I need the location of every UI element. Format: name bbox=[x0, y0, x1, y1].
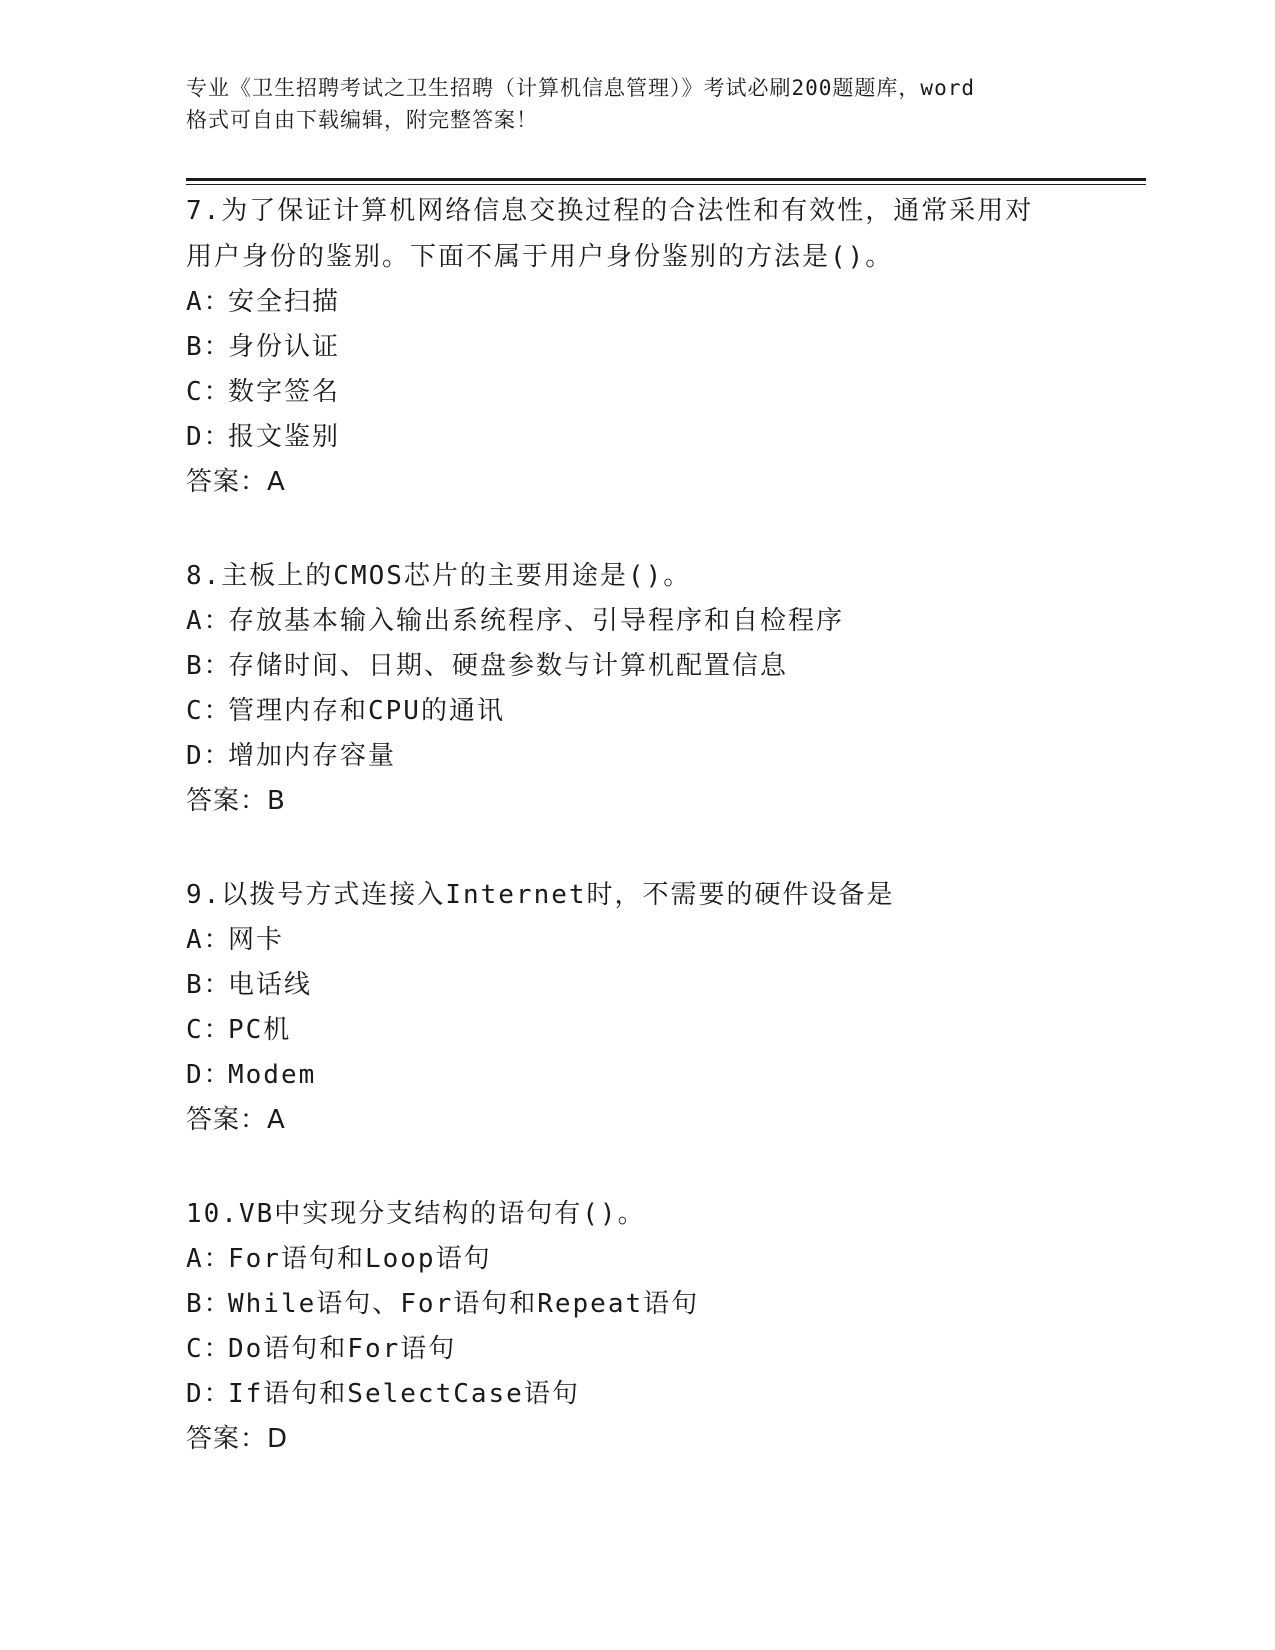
option-a bbox=[186, 599, 1126, 644]
option-key: A： bbox=[186, 1244, 232, 1274]
option-text: 安全扫描 bbox=[228, 287, 341, 317]
option-text: 管理内存和CPU的通讯 bbox=[228, 696, 505, 726]
header-line-2: 格式可自由下载编辑，附完整答案！ bbox=[186, 108, 538, 132]
option-b bbox=[186, 325, 1126, 370]
option-key: D： bbox=[186, 741, 232, 771]
question-list bbox=[186, 188, 1126, 1510]
option-key: B： bbox=[186, 651, 232, 681]
option-d bbox=[186, 1053, 1126, 1098]
option-key: D： bbox=[186, 422, 232, 452]
option-text: 存储时间、日期、硬盘参数与计算机配置信息 bbox=[228, 651, 789, 681]
question-10 bbox=[186, 1191, 1126, 1462]
option-text: Modem bbox=[228, 1060, 317, 1090]
option-text: 报文鉴别 bbox=[228, 422, 341, 452]
question-stem-line: 8.主板上的CMOS芯片的主要用途是()。 bbox=[186, 561, 692, 591]
question-stem-line: 用户身份的鉴别。下面不属于用户身份鉴别的方法是()。 bbox=[186, 242, 894, 272]
question-stem-line: 10.VB中实现分支结构的语句有()。 bbox=[186, 1199, 646, 1229]
option-text: 存放基本输入输出系统程序、引导程序和自检程序 bbox=[228, 606, 845, 636]
option-a bbox=[186, 918, 1126, 963]
option-key: D： bbox=[186, 1060, 232, 1090]
option-c bbox=[186, 1327, 1126, 1372]
option-key: C： bbox=[186, 377, 232, 407]
option-c bbox=[186, 370, 1126, 415]
option-key: B： bbox=[186, 970, 232, 1000]
option-c bbox=[186, 689, 1126, 734]
option-text: 网卡 bbox=[228, 925, 285, 955]
option-key: C： bbox=[186, 1334, 232, 1364]
answer-line: 答案：A bbox=[186, 1105, 286, 1135]
answer-line: 答案：D bbox=[186, 1424, 289, 1454]
option-c bbox=[186, 1008, 1126, 1053]
option-text: 增加内存容量 bbox=[228, 741, 397, 771]
option-key: A： bbox=[186, 287, 232, 317]
header-line-1: 专业《卫生招聘考试之卫生招聘（计算机信息管理）》考试必刷200题题库，word bbox=[186, 76, 975, 100]
option-text: While语句、For语句和Repeat语句 bbox=[228, 1289, 700, 1319]
answer-line: 答案：A bbox=[186, 467, 286, 497]
option-text: 电话线 bbox=[228, 970, 313, 1000]
option-key: A： bbox=[186, 606, 232, 636]
option-d bbox=[186, 415, 1126, 460]
question-stem-line: 9.以拨号方式连接入Internet时，不需要的硬件设备是 bbox=[186, 880, 895, 910]
option-key: D： bbox=[186, 1379, 232, 1409]
header-divider-thick bbox=[186, 178, 1146, 181]
option-b bbox=[186, 644, 1126, 689]
option-b bbox=[186, 1282, 1126, 1327]
option-text: 数字签名 bbox=[228, 377, 341, 407]
option-text: Do语句和For语句 bbox=[228, 1334, 457, 1364]
question-stem bbox=[186, 1191, 1126, 1237]
option-key: B： bbox=[186, 1289, 232, 1319]
option-key: C： bbox=[186, 696, 232, 726]
option-key: C： bbox=[186, 1015, 232, 1045]
question-stem bbox=[186, 872, 1126, 918]
option-text: PC机 bbox=[228, 1015, 292, 1045]
answer-line: 答案：B bbox=[186, 786, 286, 816]
option-text: If语句和SelectCase语句 bbox=[228, 1379, 580, 1409]
question-7 bbox=[186, 188, 1126, 505]
document-header bbox=[186, 72, 1106, 136]
question-9 bbox=[186, 872, 1126, 1143]
question-stem bbox=[186, 188, 1126, 280]
question-stem-line: 7.为了保证计算机网络信息交换过程的合法性和有效性，通常采用对 bbox=[186, 196, 1034, 226]
option-a bbox=[186, 1237, 1126, 1282]
option-text: 身份认证 bbox=[228, 332, 341, 362]
option-key: B： bbox=[186, 332, 232, 362]
option-d bbox=[186, 734, 1126, 779]
option-text: For语句和Loop语句 bbox=[228, 1244, 492, 1274]
question-8 bbox=[186, 553, 1126, 824]
question-stem bbox=[186, 553, 1126, 599]
option-key: A： bbox=[186, 925, 232, 955]
option-d bbox=[186, 1372, 1126, 1417]
option-a bbox=[186, 280, 1126, 325]
option-b bbox=[186, 963, 1126, 1008]
header-divider-thin bbox=[186, 184, 1146, 185]
